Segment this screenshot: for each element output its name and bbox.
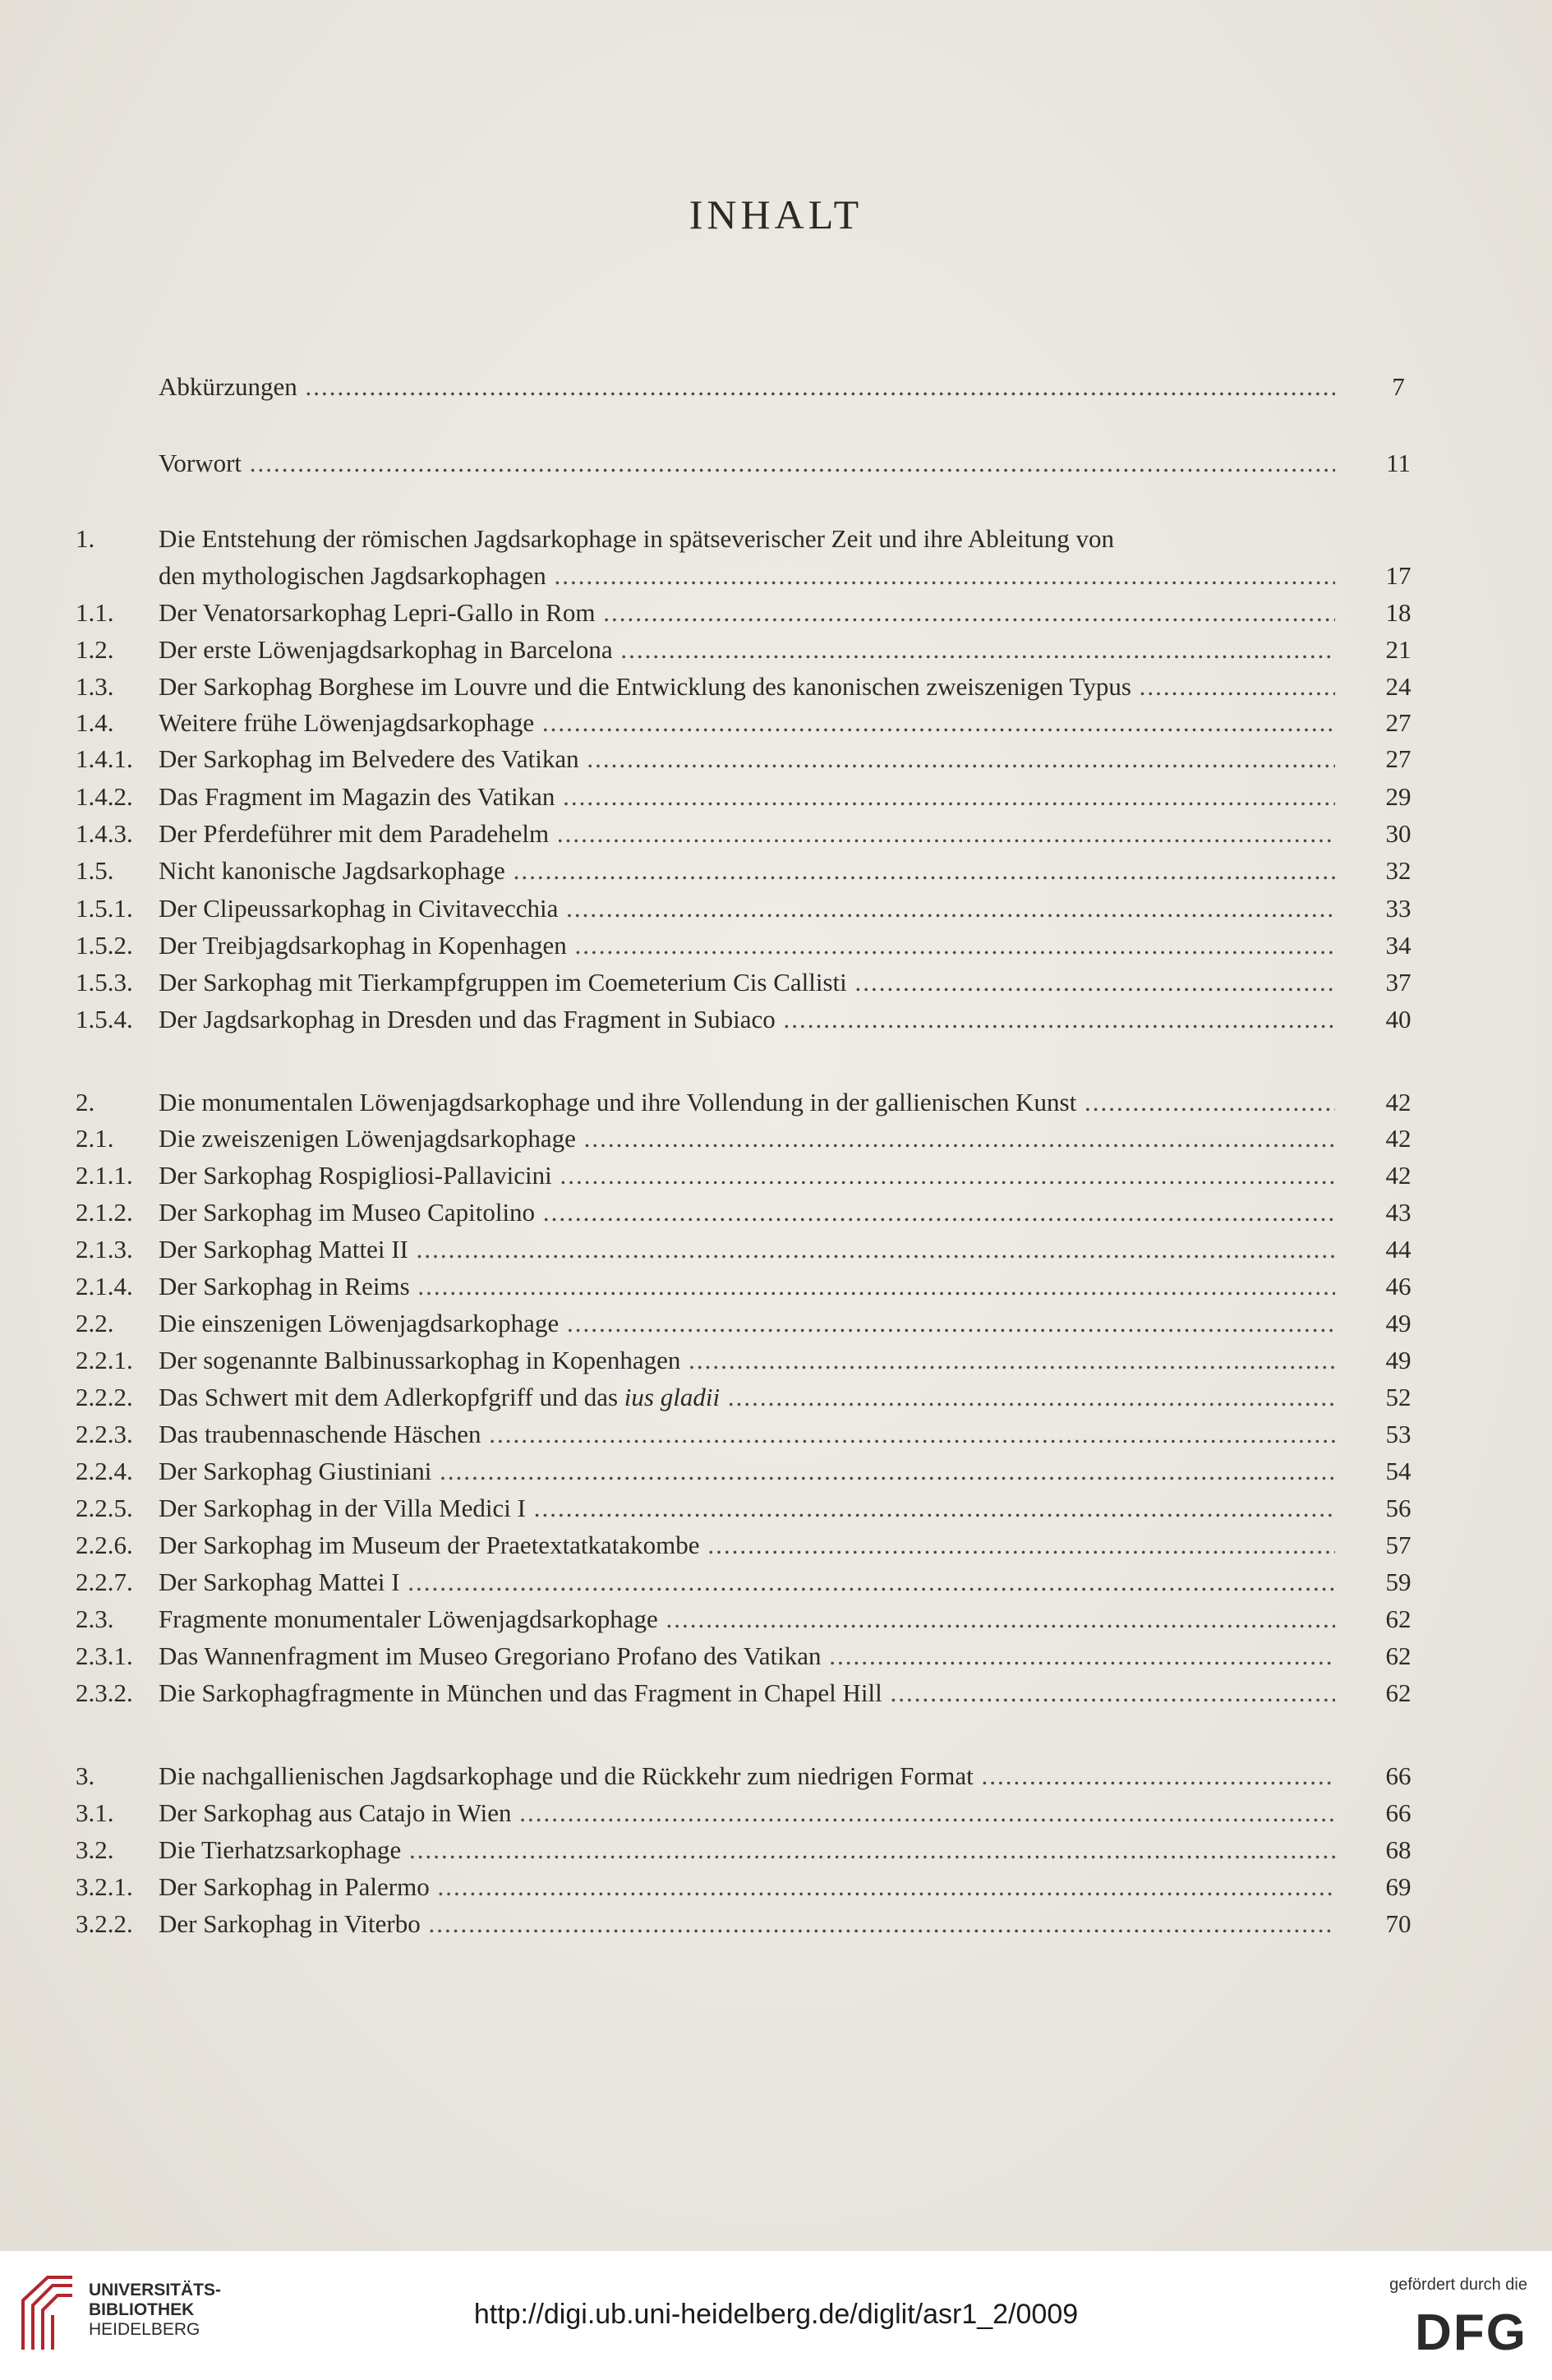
toc-entry-title bbox=[159, 447, 1335, 480]
toc-entry-number: 2.1. bbox=[76, 1124, 114, 1153]
toc-entry-title bbox=[159, 780, 1335, 813]
toc-entry-title-text: den mythologischen Jagdsarkophagen bbox=[159, 561, 546, 590]
toc-entry-number: 3. bbox=[76, 1761, 95, 1790]
toc-entry-page: 57 bbox=[1385, 1531, 1412, 1559]
toc-entry-number: 2.1.3. bbox=[76, 1235, 133, 1264]
toc-entry-title bbox=[159, 1003, 1335, 1036]
toc-entry-title bbox=[159, 371, 1335, 403]
toc-entry-title-text: Der Sarkophag aus Catajo in Wien bbox=[159, 1798, 512, 1827]
toc-entry-number: 2.3.2. bbox=[76, 1678, 133, 1707]
toc-entry-title-text: Der Sarkophag Borghese im Louvre und die Entwicklung des kanonischen zweiszenigen Typus bbox=[159, 672, 1131, 701]
toc-entry-page: 32 bbox=[1385, 856, 1412, 885]
toc-entry-title-text: Der Sarkophag in der Villa Medici I bbox=[159, 1494, 526, 1522]
toc-entry-title-text: Der Pferdeführer mit dem Paradehelm bbox=[159, 819, 550, 848]
toc-entry bbox=[0, 1908, 1552, 1950]
toc-entry-title bbox=[159, 596, 1335, 629]
toc-entry-title bbox=[159, 817, 1335, 850]
toc-entry bbox=[0, 743, 1552, 785]
toc-entry-number: 2.2.1. bbox=[76, 1346, 133, 1374]
library-name-line2: BIBLIOTHEK bbox=[89, 2300, 195, 2319]
toc-entry-title-text: Das Schwert mit dem Adlerkopfgriff und das bbox=[159, 1383, 619, 1411]
toc-entry bbox=[0, 1677, 1552, 1719]
toc-entry-title bbox=[159, 1381, 1335, 1414]
toc-entry-page: 17 bbox=[1385, 561, 1412, 590]
toc-entry-title-text: Die Sarkophagfragmente in München und das Fragment in Chapel Hill bbox=[159, 1678, 882, 1707]
toc-entry-number: 1.4.2. bbox=[76, 782, 133, 811]
toc-entry-number: 2.2.6. bbox=[76, 1531, 133, 1559]
toc-entry-number: 1.5. bbox=[76, 856, 114, 885]
toc-entry-page: 27 bbox=[1385, 708, 1412, 737]
toc-entry-number: 3.2.1. bbox=[76, 1872, 133, 1901]
toc-entry-number: 3.1. bbox=[76, 1798, 114, 1827]
toc-entry-title-text: Der Sarkophag im Belvedere des Vatikan bbox=[159, 744, 579, 773]
funded-by-label: gefördert durch die bbox=[1389, 2276, 1527, 2294]
toc-entry-page: 56 bbox=[1385, 1494, 1412, 1522]
toc-entry-title-text: Der Treibjagdsarkophag in Kopenhagen bbox=[159, 931, 567, 960]
toc-entry-title bbox=[159, 1908, 1335, 1940]
toc-entry-title-text: Das traubennaschende Häschen bbox=[159, 1420, 481, 1448]
toc-entry-title bbox=[159, 743, 1335, 776]
toc-entry-title-text: Der Sarkophag im Museum der Praetextatkatakombe bbox=[159, 1531, 700, 1559]
toc-entry-title-text: Der Sarkophag Mattei II bbox=[159, 1235, 408, 1264]
toc-entry-page: 24 bbox=[1385, 672, 1412, 701]
toc-entry-number: 1.2. bbox=[76, 635, 114, 664]
toc-entry-number: 2.1.2. bbox=[76, 1198, 133, 1227]
toc-entry-page: 29 bbox=[1385, 782, 1412, 811]
library-name-line1: UNIVERSITÄTS- bbox=[89, 2281, 222, 2299]
toc-entry-page: 62 bbox=[1385, 1641, 1412, 1670]
toc-entry-title-text: Die monumentalen Löwenjagdsarkophage und ihre Vollendung in der gallienischen Kunst bbox=[159, 1088, 1077, 1116]
toc-entry-title bbox=[159, 633, 1335, 666]
permalink-url[interactable]: http://digi.ub.uni-heidelberg.de/diglit/asr1_2/0009 bbox=[473, 2299, 1079, 2330]
toc-entry-page: 62 bbox=[1385, 1604, 1412, 1633]
toc-entry-title-text: Der Sarkophag in Viterbo bbox=[159, 1909, 421, 1938]
toc-entry-title-text: Der Clipeussarkophag in Civitavecchia bbox=[159, 894, 559, 923]
toc-entry-title-text: Der Sarkophag in Palermo bbox=[159, 1872, 430, 1901]
toc-entry-title-text: Die nachgallienischen Jagdsarkophage und die Rückkehr zum niedrigen Format bbox=[159, 1761, 974, 1790]
toc-entry-title bbox=[159, 1492, 1335, 1525]
toc-entry-page: 30 bbox=[1385, 819, 1412, 848]
toc-entry-title-text: Der Venatorsarkophag Lepri-Gallo in Rom bbox=[159, 598, 596, 627]
toc-entry-number: 1.4. bbox=[76, 708, 114, 737]
toc-entry-title-text: Der Sarkophag Rospigliosi-Pallavicini bbox=[159, 1161, 552, 1190]
toc-entry-title-text: Der Sarkophag im Museo Capitolino bbox=[159, 1198, 536, 1227]
toc-entry bbox=[0, 371, 1552, 413]
toc-entry-number: 2.2.3. bbox=[76, 1420, 133, 1448]
toc-entry-title bbox=[159, 1871, 1335, 1904]
toc-entry-number: 2.3. bbox=[76, 1604, 114, 1633]
toc-entry-page: 42 bbox=[1385, 1161, 1412, 1190]
toc-entry-title bbox=[159, 1159, 1335, 1192]
toc-entry-number: 1.4.3. bbox=[76, 819, 133, 848]
toc-entry-number: 2. bbox=[76, 1088, 95, 1116]
toc-entry-number: 2.1.1. bbox=[76, 1161, 133, 1190]
toc-entry-title-text: Abkürzungen bbox=[159, 372, 297, 401]
toc-entry-title-text: Der Jagdsarkophag in Dresden und das Fragment in Subiaco bbox=[159, 1005, 776, 1033]
toc-entry-page: 66 bbox=[1385, 1761, 1412, 1790]
toc-entry-title bbox=[159, 1603, 1335, 1636]
toc-entry-page: 33 bbox=[1385, 894, 1412, 923]
toc-entry-page: 59 bbox=[1385, 1567, 1412, 1596]
toc-entry-page: 42 bbox=[1385, 1088, 1412, 1116]
toc-entry-page: 7 bbox=[1392, 372, 1405, 401]
toc-entry-page: 34 bbox=[1385, 931, 1412, 960]
toc-entry bbox=[0, 1003, 1552, 1046]
toc-entry-page: 49 bbox=[1385, 1346, 1412, 1374]
library-name-line3: HEIDELBERG bbox=[89, 2320, 200, 2339]
toc-entry-page: 44 bbox=[1385, 1235, 1412, 1264]
toc-entry-number: 1.1. bbox=[76, 598, 114, 627]
toc-entry-title bbox=[159, 1640, 1335, 1673]
toc-entry-page: 21 bbox=[1385, 635, 1412, 664]
toc-entry-page: 42 bbox=[1385, 1124, 1412, 1153]
toc-entry-title-text: Der sogenannte Balbinussarkophag in Kopenhagen bbox=[159, 1346, 681, 1374]
toc-entry-title bbox=[159, 1196, 1335, 1229]
toc-entry-title bbox=[159, 966, 1335, 999]
toc-entry-title bbox=[159, 929, 1335, 962]
toc-entry-title bbox=[159, 1418, 1335, 1451]
toc-entry-title-text: Die zweiszenigen Löwenjagdsarkophage bbox=[159, 1124, 576, 1153]
toc-entry-page: 49 bbox=[1385, 1309, 1412, 1337]
dfg-logo: DFG bbox=[1415, 2304, 1527, 2361]
toc-entry-number: 1.3. bbox=[76, 672, 114, 701]
toc-entry-title bbox=[159, 1797, 1335, 1830]
toc-entry-number: 1.5.3. bbox=[76, 968, 133, 997]
toc-entry-number: 1.5.1. bbox=[76, 894, 133, 923]
toc-entry-title bbox=[159, 1760, 1335, 1793]
toc-entry-title-text: Der erste Löwenjagdsarkophag in Barcelona bbox=[159, 635, 613, 664]
toc-entry-page: 40 bbox=[1385, 1005, 1412, 1033]
toc-entry-title-text: Die einszenigen Löwenjagdsarkophage bbox=[159, 1309, 560, 1337]
toc-entry-number: 2.2.2. bbox=[76, 1383, 133, 1411]
toc-entry bbox=[0, 447, 1552, 490]
toc-entry bbox=[0, 854, 1552, 897]
toc-entry-number: 1.5.4. bbox=[76, 1005, 133, 1033]
toc-entry-title-text: Der Sarkophag Giustiniani bbox=[159, 1457, 432, 1485]
toc-entry-number: 3.2. bbox=[76, 1835, 114, 1864]
toc-entry-title bbox=[159, 1270, 1335, 1303]
toc-entry-title-text: Der Sarkophag Mattei I bbox=[159, 1567, 400, 1596]
toc-entry-page: 66 bbox=[1385, 1798, 1412, 1827]
toc-entry-title-text: Das Wannenfragment im Museo Gregoriano Profano des Vatikan bbox=[159, 1641, 822, 1670]
toc-entry-title-italic: ius gladii bbox=[624, 1383, 721, 1411]
footer-bar bbox=[0, 2251, 1552, 2380]
toc-entry-page: 62 bbox=[1385, 1678, 1412, 1707]
toc-entry-page: 37 bbox=[1385, 968, 1412, 997]
toc-entry-page: 46 bbox=[1385, 1272, 1412, 1300]
toc-entry-page: 43 bbox=[1385, 1198, 1412, 1227]
toc-entry-page: 11 bbox=[1386, 449, 1411, 477]
toc-entry-page: 68 bbox=[1385, 1835, 1412, 1864]
toc-entry-title bbox=[159, 1122, 1335, 1155]
toc-entry-title bbox=[159, 1233, 1335, 1266]
toc-entry-title-text: Die Tierhatzsarkophage bbox=[159, 1835, 402, 1864]
toc-entry-page: 53 bbox=[1385, 1420, 1412, 1448]
toc-entry-page: 18 bbox=[1385, 598, 1412, 627]
toc-entry-number: 2.1.4. bbox=[76, 1272, 133, 1300]
toc-entry-title bbox=[159, 1455, 1335, 1488]
toc-entry-title bbox=[159, 1344, 1335, 1377]
toc-entry-title bbox=[159, 1307, 1335, 1340]
toc-entry-number: 1.5.2. bbox=[76, 931, 133, 960]
toc-entry-title bbox=[159, 670, 1335, 703]
toc-entry-page: 27 bbox=[1385, 744, 1412, 773]
toc-entry-title bbox=[159, 1086, 1335, 1119]
toc-entry-number: 1. bbox=[76, 524, 95, 553]
toc-entry-title-text: Weitere frühe Löwenjagdsarkophage bbox=[159, 708, 535, 737]
toc-entry-title bbox=[159, 1529, 1335, 1562]
toc-entry-title-text: Der Sarkophag in Reims bbox=[159, 1272, 410, 1300]
toc-entry-title bbox=[159, 707, 1335, 739]
toc-entry-title-text: Nicht kanonische Jagdsarkophage bbox=[159, 856, 505, 885]
toc-entry-number: 2.2.5. bbox=[76, 1494, 133, 1522]
toc-entry-number: 2.2. bbox=[76, 1309, 114, 1337]
toc-entry-title bbox=[159, 854, 1335, 887]
toc-entry-title bbox=[159, 522, 1335, 555]
toc-entry-title-text: Das Fragment im Magazin des Vatikan bbox=[159, 782, 555, 811]
toc-entry-page: 54 bbox=[1385, 1457, 1412, 1485]
toc-entry-title bbox=[159, 1566, 1335, 1599]
toc-entry-number: 2.2.4. bbox=[76, 1457, 133, 1485]
page-title: INHALT bbox=[688, 191, 864, 237]
toc-entry-number: 3.2.2. bbox=[76, 1909, 133, 1938]
toc-entry-title bbox=[159, 1677, 1335, 1710]
toc-entry-page: 70 bbox=[1385, 1909, 1412, 1938]
toc-entry-title-text: Vorwort bbox=[159, 449, 242, 477]
toc-entry-number: 2.3.1. bbox=[76, 1641, 133, 1670]
toc-entry-number: 1.4.1. bbox=[76, 744, 133, 773]
toc-entry-title bbox=[159, 892, 1335, 925]
toc-entry-title bbox=[159, 1834, 1335, 1867]
toc-entry-title-text: Der Sarkophag mit Tierkampfgruppen im Coemeterium Cis Callisti bbox=[159, 968, 847, 997]
toc-entry-title bbox=[159, 559, 1335, 592]
toc-entry-page: 52 bbox=[1385, 1383, 1412, 1411]
toc-entry-number: 2.2.7. bbox=[76, 1567, 133, 1596]
toc-entry-page: 69 bbox=[1385, 1872, 1412, 1901]
toc-entry-title-text: Fragmente monumentaler Löwenjagdsarkophage bbox=[159, 1604, 658, 1633]
toc-entry-title-text: Die Entstehung der römischen Jagdsarkophage in spätseverischer Zeit und ihre Ableitung von bbox=[159, 524, 1115, 553]
